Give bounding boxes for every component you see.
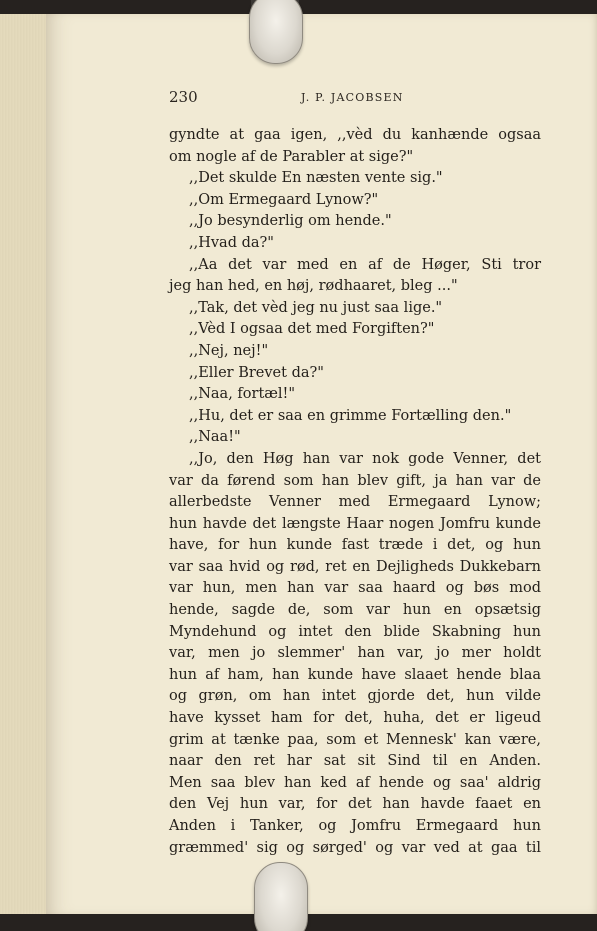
text-line: have, for hun kunde fast træde i det, og hun: [169, 537, 541, 554]
text-line: hende, sagde de, som var hun en opsætsig: [169, 602, 541, 619]
text-line: ,,Naa, fortæl!": [189, 386, 296, 403]
text-line: hun havde det længste Haar nogen Jomfru kunde: [169, 515, 541, 532]
text-line: og grøn, om han intet gjorde det, hun vilde: [169, 688, 541, 705]
text-line: ,,Tak, det vèd jeg nu just saa lige.": [189, 299, 443, 316]
text-line: ,,Hu, det er saa en grimme Fortælling den.": [189, 407, 512, 424]
text-line: Anden i Tanker, og Jomfru Ermegaard hun: [169, 818, 541, 834]
text-line: ,,Aa det var med en af de Høger, Sti tror: [189, 256, 541, 273]
text-line: ,,Hvad da?": [189, 234, 274, 251]
top-page-clip: [249, 0, 303, 64]
text-line: den Vej hun var, for det han havde faaet en: [169, 796, 541, 813]
text-line: var hun, men han var saa haard og bøs mod: [169, 580, 541, 597]
text-line: om nogle af de Parabler at sige?": [169, 148, 414, 165]
text-line: ,,Eller Brevet da?": [189, 364, 324, 381]
text-line: ,,Jo, den Høg han var nok gode Venner, det: [189, 450, 541, 467]
text-line: jeg han hed, en høj, rødhaaret, bleg ...": [169, 278, 458, 295]
text-line: gyndte at gaa igen, ,,vèd du kanhænde ogsaa: [169, 127, 541, 143]
page-edges: [0, 14, 51, 914]
text-line: ,,Om Ermegaard Lynow?": [189, 191, 379, 208]
text-line: naar den ret har sat sit Sind til en Anden.: [169, 753, 541, 770]
text-line: var da førend som han blev gift, ja han var de: [169, 472, 541, 489]
text-line: allerbedste Venner med Ermegaard Lynow;: [169, 494, 541, 511]
text-line: var saa hvid og rød, ret en Dejligheds Dukkebarn: [169, 558, 541, 575]
text-line: græmmed' sig og sørged' og var ved at gaa til: [169, 839, 541, 856]
text-line: Myndehund og intet den blide Skabning hun: [169, 623, 541, 640]
text-line: ,,Naa!": [189, 429, 241, 446]
body-text: [169, 125, 541, 859]
text-line: have kysset ham for det, huha, det er ligeud: [169, 710, 541, 727]
text-line: Men saa blev han ked af hende og saa' aldrig: [169, 774, 541, 791]
text-line: ,,Jo besynderlig om hende.": [189, 213, 392, 230]
text-line: ,,Det skulde En næsten vente sig.": [189, 170, 443, 187]
text-line: var, men jo slemmer' han var, jo mer holdt: [169, 645, 541, 662]
text-line: hun af ham, han kunde have slaaet hende blaa: [169, 666, 541, 683]
text-line: ,,Nej, nej!": [189, 342, 269, 359]
page-number: 230: [169, 88, 198, 106]
page-header: [169, 88, 541, 108]
bottom-page-clip: [254, 862, 308, 931]
text-line: grim at tænke paa, som et Mennesk' kan være,: [169, 731, 541, 748]
text-line: ,,Vèd I ogsaa det med Forgiften?": [189, 321, 435, 338]
running-head: J. P. JACOBSEN: [301, 91, 404, 104]
